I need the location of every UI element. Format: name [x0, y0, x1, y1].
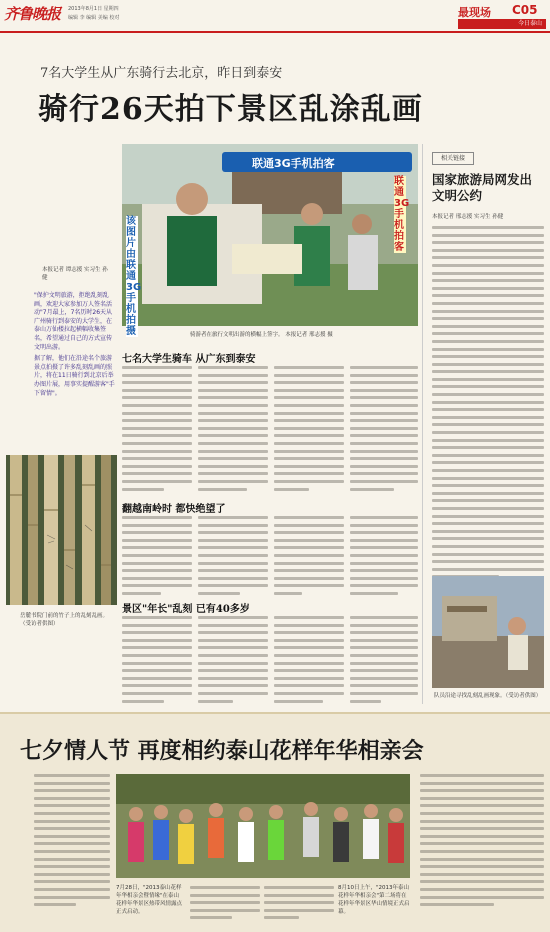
body-col-12	[350, 616, 418, 707]
feature-col-mid-1	[190, 886, 260, 924]
section-tagline: 今日泰山	[458, 19, 546, 29]
body-col-10	[198, 616, 268, 707]
editor-line: 编辑 李 编辑 美编 校对	[68, 15, 120, 21]
lead-byline: 本报记者 谭志援 实习生 孙健	[42, 267, 108, 281]
body-col-3	[274, 366, 344, 495]
feature-headline: 七夕情人节 再度相约泰山花样年华相亲会	[20, 738, 424, 764]
sidebar-body	[432, 226, 544, 583]
feature-photo-caption: 7月28日，"2013泰山花样年华相亲会暨情缘"在泰山花样年华景区热带风情露点正式启动。	[116, 885, 183, 915]
crowd-photo-icon	[116, 774, 410, 878]
body-col-4	[350, 366, 418, 495]
lead-headline: 骑行26天拍下景区乱涂乱画	[38, 92, 423, 127]
body-col-11	[274, 616, 344, 707]
bamboo-icon	[6, 455, 117, 605]
sidebar-divider	[422, 144, 423, 704]
lead-intro-para-1: "保护文明旅游，拒绝乱刻乱画，欢迎大家参加万人签名活动"7月最上，7名历时26天从广州骑行到泰安的大学生，在泰山万仙楼拉起横幅收集签名，希望通过自己的方式宣传文明出游。	[34, 292, 113, 351]
photo-banner-label: 联通3G手机拍客	[252, 157, 335, 170]
lead-intro	[34, 292, 116, 398]
sidebar-label: 相关链接	[432, 152, 474, 165]
body-col-7	[274, 516, 344, 600]
subhead-2: 翻越南岭时 都快绝望了	[122, 504, 226, 515]
sidebar-photo	[432, 576, 544, 688]
body-col-8	[350, 516, 418, 600]
masthead-rule	[0, 31, 550, 33]
photo-vertical-right-label: 联通3G手机拍客	[394, 176, 410, 253]
sidebar-title: 国家旅游局网发出文明公约	[432, 172, 533, 203]
subhead-3: 景区"年长"乱刻 已有40多岁	[122, 604, 250, 615]
feature-photo	[116, 774, 410, 878]
newspaper-logo: 齐鲁晚报	[4, 5, 61, 23]
page-number: C05	[512, 3, 538, 17]
photo-banner	[222, 152, 412, 172]
left-photo-caption: 岳麓书院门前的竹子上的乱刻乱画。（受访者供图）	[20, 613, 109, 627]
subhead-1: 七名大学生骑车 从广东到泰安	[122, 354, 256, 365]
masthead	[0, 0, 550, 36]
body-col-9	[122, 616, 192, 707]
body-col-2	[198, 366, 268, 495]
section-name: 最现场	[458, 6, 491, 19]
feature-col-mid-2	[264, 886, 334, 924]
lead-photo-caption: 骑游者在旅行文明出游的横幅上签字。 本报记者 邢志援 摄	[190, 332, 333, 338]
feature-col-left	[34, 774, 110, 911]
bamboo-graffiti-photo	[6, 455, 117, 605]
feature-col-right	[420, 774, 544, 911]
body-col-1	[122, 366, 192, 495]
body-col-5	[122, 516, 192, 600]
sidebar-photo-caption: 队员沿途寻找乱刻乱画现象。（受访者供图）	[434, 693, 542, 699]
body-col-6	[198, 516, 268, 600]
rock-wall-photo-icon	[432, 576, 544, 688]
photo-vertical-left-label: 该图片由联通3G手机拍摄	[126, 216, 142, 337]
lead-intro-para-2: 据了解，他们在沿途名个旅游景点拍摄了许多乱刻乱画的照片，将在11日骑行到北京后举办图片展，用事实提醒游客"手下留情"。	[34, 355, 115, 397]
sidebar-byline: 本报记者 邢志援 实习生 孙健	[432, 214, 504, 220]
date-line: 2013年8月1日 星期四	[68, 6, 119, 12]
lead-kicker: 7名大学生从广东骑行去北京，昨日到泰安	[40, 66, 283, 81]
feature-col-mid-3: 8月10日上午，"2013年泰山花样年华相亲会"第二场将在花样年华景区华山情境正式启幕。	[338, 885, 410, 915]
